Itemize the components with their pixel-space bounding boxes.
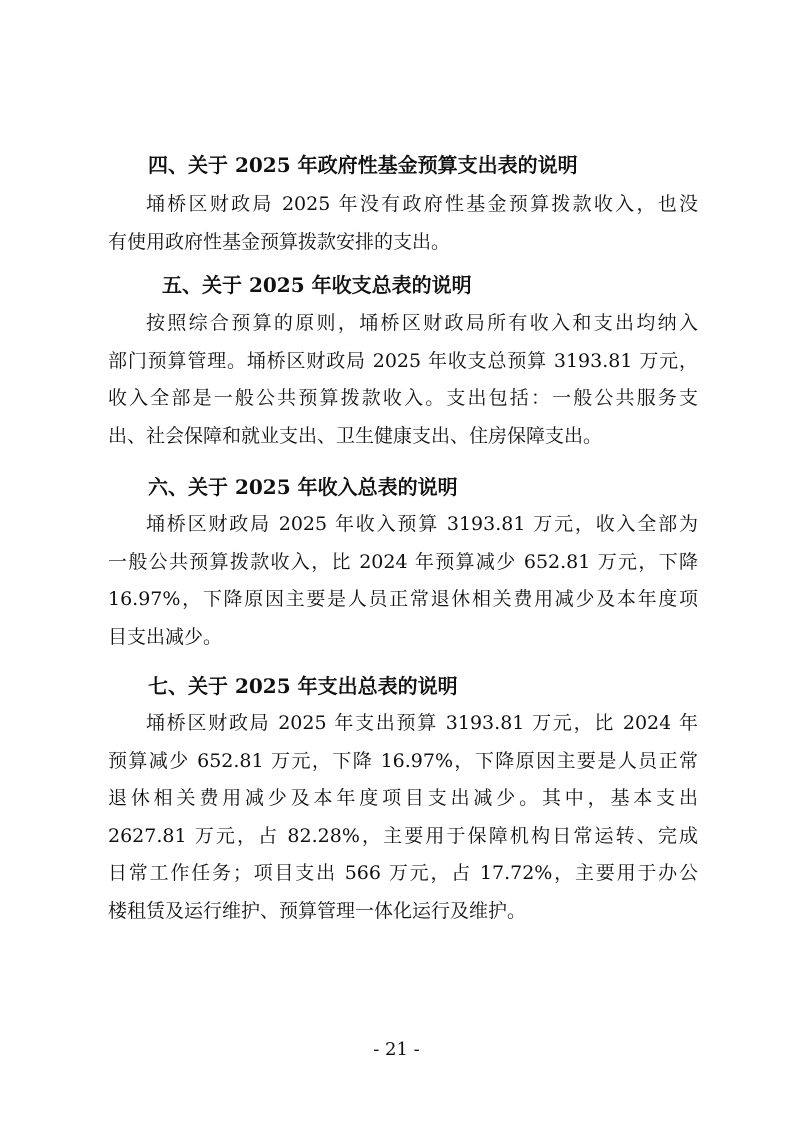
paragraph-line: 有使用政府性基金预算拨款安排的支出。 <box>108 230 451 253</box>
section-body-5 <box>108 305 698 455</box>
section-heading-7: 七、关于 2025 年支出总表的说明 <box>148 674 458 698</box>
paragraph-line: 按照综合预算的原则，埇桥区财政局所有收入和支出均纳入 <box>146 312 698 334</box>
paragraph-line: 出、社会保障和就业支出、卫生健康支出、住房保障支出。 <box>108 424 603 447</box>
section-heading-5: 五、关于 2025 年收支总表的说明 <box>162 273 472 297</box>
paragraph-line: 埇桥区财政局 2025 年收入预算 3193.81 万元，收入全部为 <box>146 513 698 535</box>
paragraph-line: 部门预算管理。埇桥区财政局 2025 年收支总预算 3193.81 万元， <box>108 349 698 372</box>
paragraph-line: 收入全部是一般公共预算拨款收入。支出包括：一般公共服务支 <box>108 387 698 409</box>
paragraph-line: 楼租赁及运行维护、预算管理一体化运行及维护。 <box>108 899 527 922</box>
paragraph-line: 埇桥区财政局 2025 年支出预算 3193.81 万元，比 2024 年 <box>146 712 698 734</box>
paragraph-line: 一般公共预算拨款收入，比 2024 年预算减少 652.81 万元，下降 <box>108 550 698 573</box>
section-body-4 <box>108 186 698 261</box>
paragraph-line: 日常工作任务；项目支出 566 万元，占 17.72%，主要用于办公 <box>108 862 698 884</box>
paragraph-line: 预算减少 652.81 万元，下降 16.97%，下降原因主要是人员正常 <box>108 749 698 772</box>
section-body-6 <box>108 506 698 656</box>
paragraph-line: 埇桥区财政局 2025 年没有政府性基金预算拨款收入，也没 <box>146 193 698 215</box>
page-number: - 21 - <box>373 1039 420 1060</box>
section-heading-6: 六、关于 2025 年收入总表的说明 <box>148 475 458 499</box>
paragraph-line: 目支出减少。 <box>108 625 223 648</box>
section-heading-4: 四、关于 2025 年政府性基金预算支出表的说明 <box>148 153 578 177</box>
paragraph-line: 16.97%，下降原因主要是人员正常退休相关费用减少及本年度项 <box>108 588 698 610</box>
paragraph-line: 2627.81 万元，占 82.28%，主要用于保障机构日常运转、完成 <box>108 824 698 847</box>
paragraph-line: 退休相关费用减少及本年度项目支出减少。其中，基本支出 <box>108 787 698 809</box>
section-body-7 <box>108 705 698 930</box>
